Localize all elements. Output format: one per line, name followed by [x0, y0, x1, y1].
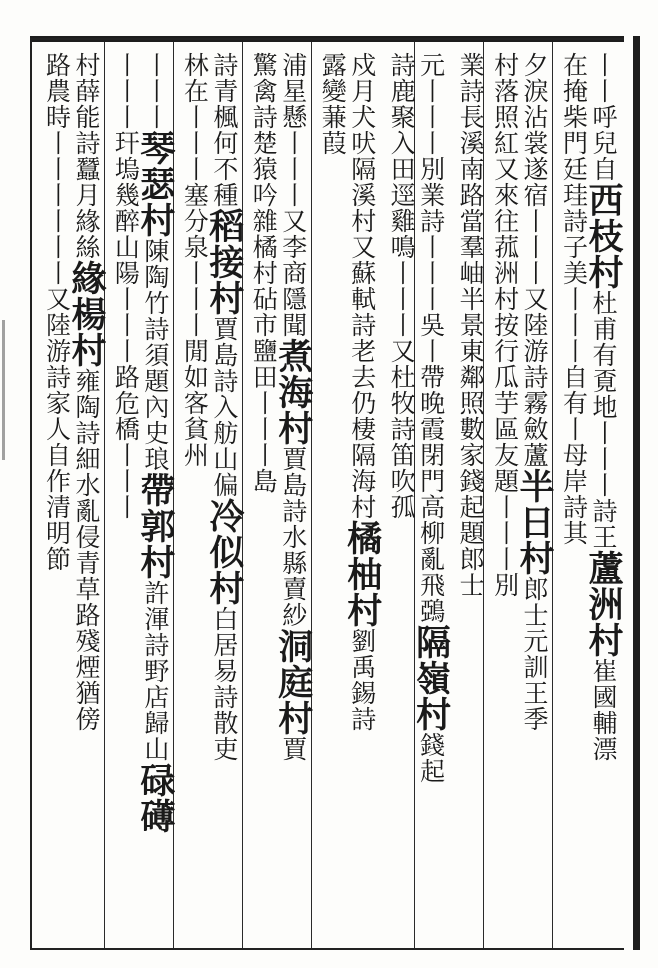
- annotation-text: 閒如客貧州: [180, 338, 210, 468]
- annotation-text: 驚禽詩楚猿吟雜橘村砧: [249, 52, 279, 312]
- annotation-text: 詩鹿聚入田逕雞鳴丨丨丨又杜牧詩笛吹孤: [387, 52, 417, 520]
- place-name-heading: 稻接村: [203, 208, 245, 316]
- text-column: [108, 52, 141, 520]
- annotation-text: 島: [249, 468, 279, 494]
- text-column: [556, 52, 589, 546]
- annotation-text: 戍月犬吠隔溪村又蘇軾詩老去仍棲隔海村: [347, 52, 377, 520]
- place-name-heading: 緣楊村: [65, 260, 107, 368]
- annotation-text: 元丨丨丨別業詩丨丨丨吳丨帶晚霞閉門高柳亂飛鵶: [416, 52, 446, 624]
- annotation-text: 浦星懸丨丨丨又李商隱聞: [278, 52, 308, 338]
- annotation-text: 業詩長溪南路當羣岫半景東鄰照數家錢起題郎士: [456, 52, 486, 598]
- place-name-heading: 隔嶺村: [410, 624, 452, 732]
- text-column: [65, 52, 107, 732]
- text-column: [177, 52, 210, 468]
- place-name-heading: 碌礡: [134, 762, 176, 834]
- annotation-text: 劉禹錫詩: [347, 628, 377, 732]
- place-name-heading: 洞庭村: [272, 628, 314, 736]
- annotation-text: 路農時丨丨丨: [42, 52, 72, 208]
- place-name-heading: 煮海村: [272, 338, 314, 446]
- annotation-text: 在掩柴門: [559, 52, 589, 156]
- annotation-text: 崔國輔漂: [588, 658, 618, 762]
- annotation-text: 友題丨丨丨別: [490, 442, 520, 598]
- place-name-heading: 橘柚村: [341, 520, 383, 628]
- place-name-heading: 帶郭村: [134, 472, 176, 580]
- place-name-heading: 蘆洲村: [582, 550, 624, 658]
- place-name-heading: 琴瑟村: [134, 130, 176, 238]
- annotation-text: 丨丨丨: [111, 52, 141, 130]
- text-column: [453, 52, 486, 598]
- annotation-text: 賈島詩入舫山偏: [209, 316, 239, 498]
- annotation-text: 路危橋丨丨丨: [111, 364, 141, 520]
- annotation-text: 丨丨呼兒自: [588, 52, 618, 182]
- column-divider: [242, 42, 243, 948]
- annotation-text: 郎士元訓王季: [520, 576, 550, 732]
- text-column: [203, 52, 245, 762]
- annotation-text: 塞分泉丨丨丨: [180, 182, 210, 338]
- annotation-text: 村落照紅又來往菰洲村按行瓜芋區: [490, 52, 520, 442]
- column-divider: [311, 42, 312, 948]
- annotation-text: 丨丨丨: [140, 52, 170, 130]
- column-divider: [104, 42, 105, 948]
- text-column: [410, 52, 452, 784]
- annotation-text: 村薛能詩蠶月緣絲: [71, 52, 101, 260]
- text-column: [134, 52, 176, 834]
- annotation-text: 雍陶詩細水亂侵青草路殘煙猶傍: [71, 368, 101, 732]
- place-name-heading: 冷似村: [203, 498, 245, 606]
- text-column: [272, 52, 314, 762]
- text-column: [341, 52, 383, 732]
- annotation-text: 夕淚沾裳遂宿丨丨丨又陸游詩霧斂蘆: [520, 52, 550, 468]
- annotation-text: 露變蒹葭: [318, 52, 348, 156]
- place-name-heading: 西枝村: [582, 182, 624, 290]
- binding-edge-mark: [2, 320, 17, 460]
- text-column: [487, 52, 520, 598]
- annotation-text: 廷珪詩子美丨丨丨自有丨: [559, 156, 589, 442]
- place-name-heading: 半日村: [514, 468, 556, 576]
- annotation-text: 賈: [278, 736, 308, 762]
- frame-right-border: [624, 36, 640, 950]
- annotation-text: 丨丨丨又陸游詩家人自作清明節: [42, 208, 72, 572]
- annotation-text: 玕塢幾醉山陽丨丨丨: [111, 130, 141, 364]
- text-column: [582, 52, 624, 762]
- annotation-text: 陳陶竹詩須題內史琅: [140, 238, 170, 472]
- annotation-text: 許渾詩野店歸山: [140, 580, 170, 762]
- annotation-text: 詩青楓何不種: [209, 52, 239, 208]
- text-column: [384, 52, 417, 520]
- annotation-text: 母岸詩其: [559, 442, 589, 546]
- annotation-text: 錢起: [416, 732, 446, 784]
- text-column: [514, 52, 556, 732]
- text-column: [246, 52, 279, 494]
- annotation-text: 賈島詩水縣賣紗: [278, 446, 308, 628]
- annotation-text: 白居易詩散吏: [209, 606, 239, 762]
- text-column: [39, 52, 72, 572]
- annotation-text: 市鹽田丨丨丨: [249, 312, 279, 468]
- text-column: [315, 52, 348, 156]
- annotation-text: 林在丨丨丨: [180, 52, 210, 182]
- annotation-text: 杜甫有覔地丨丨丨詩王: [588, 290, 618, 550]
